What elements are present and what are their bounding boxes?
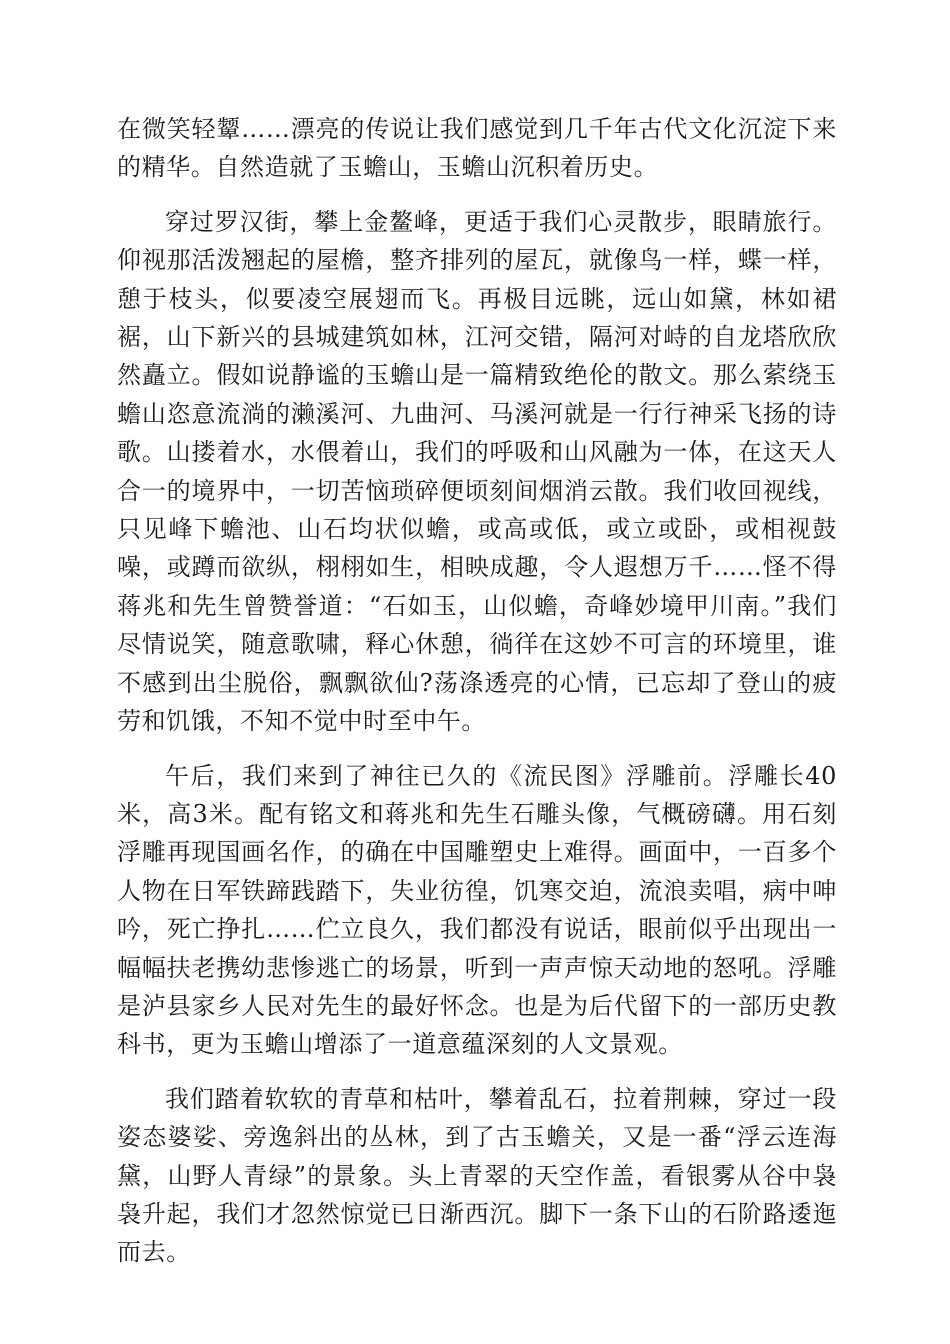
- paragraph-1: 在微笑轻颦……漂亮的传说让我们感觉到几千年古代文化沉淀下来的精华。自然造就了玉蟾山，玉蟾山沉积着历史。: [117, 115, 837, 182]
- document-body: [117, 110, 837, 1288]
- paragraph-4: 我们踏着软软的青草和枯叶，攀着乱石，拉着荆棘，穿过一段姿态婆娑、旁逸斜出的丛林，到了古玉蟾关，又是一番“浮云连海黛，山野人青绿”的景象。头上青翠的天空作盖，看银雾从谷中袅袅升起，我们才忽然惊觉已日渐西沉。脚下一条下山的石阶路逶迤而去。: [117, 1084, 837, 1267]
- paragraph-2: 穿过罗汉街，攀上金鳌峰，更适于我们心灵散步，眼睛旅行。仰视那活泼翘起的屋檐，整齐排列的屋瓦，就像鸟一样，蝶一样，憩于枝头，似要凌空展翅而飞。再极目远眺，远山如黛，林如裙裾，山下新兴的县城建筑如林，江河交错，隔河对峙的自龙塔欣欣然矗立。假如说静谧的玉蟾山是一篇精致绝伦的散文。那么萦绕玉蟾山恣意流淌的濑溪河、九曲河、马溪河就是一行行神采飞扬的诗歌。山搂着水，水偎着山，我们的呼吸和山风融为一体，在这天人合一的境界中，一切苦恼琐碎便顷刻间烟消云散。我们收回视线，只见峰下蟾池、山石均状似蟾，或高或低，或立或卧，或相视鼓噪，或蹲而欲纵，栩栩如生，相映成趣，令人遐想万千……怪不得蒋兆和先生曾赞誉道：“石如玉，山似蟾，奇峰妙境甲川南。”我们尽情说笑，随意歌啸，释心休憩，徜徉在这妙不可言的环境里，谁不感到出尘脱俗，飘飘欲仙?荡涤透亮的心情，已忘却了登山的疲劳和饥饿，不知不觉中时至中午。: [117, 207, 837, 736]
- paragraph-3: 午后，我们来到了神往已久的《流民图》浮雕前。浮雕长40米，高3米。配有铭文和蒋兆和先生石雕头像，气概磅礴。用石刻浮雕再现国画名作，的确在中国雕塑史上难得。画面中，一百多个人物在日军铁蹄践踏下，失业彷徨，饥寒交迫，流浪卖唱，病中呻吟，死亡挣扎……伫立良久，我们都没有说话，眼前似乎出现出一幅幅扶老携幼悲惨逃亡的场景，听到一声声惊天动地的怒吼。浮雕是泸县家乡人民对先生的最好怀念。也是为后代留下的一部历史教科书，更为玉蟾山增添了一道意蕴深刻的人文景观。: [117, 761, 837, 1059]
